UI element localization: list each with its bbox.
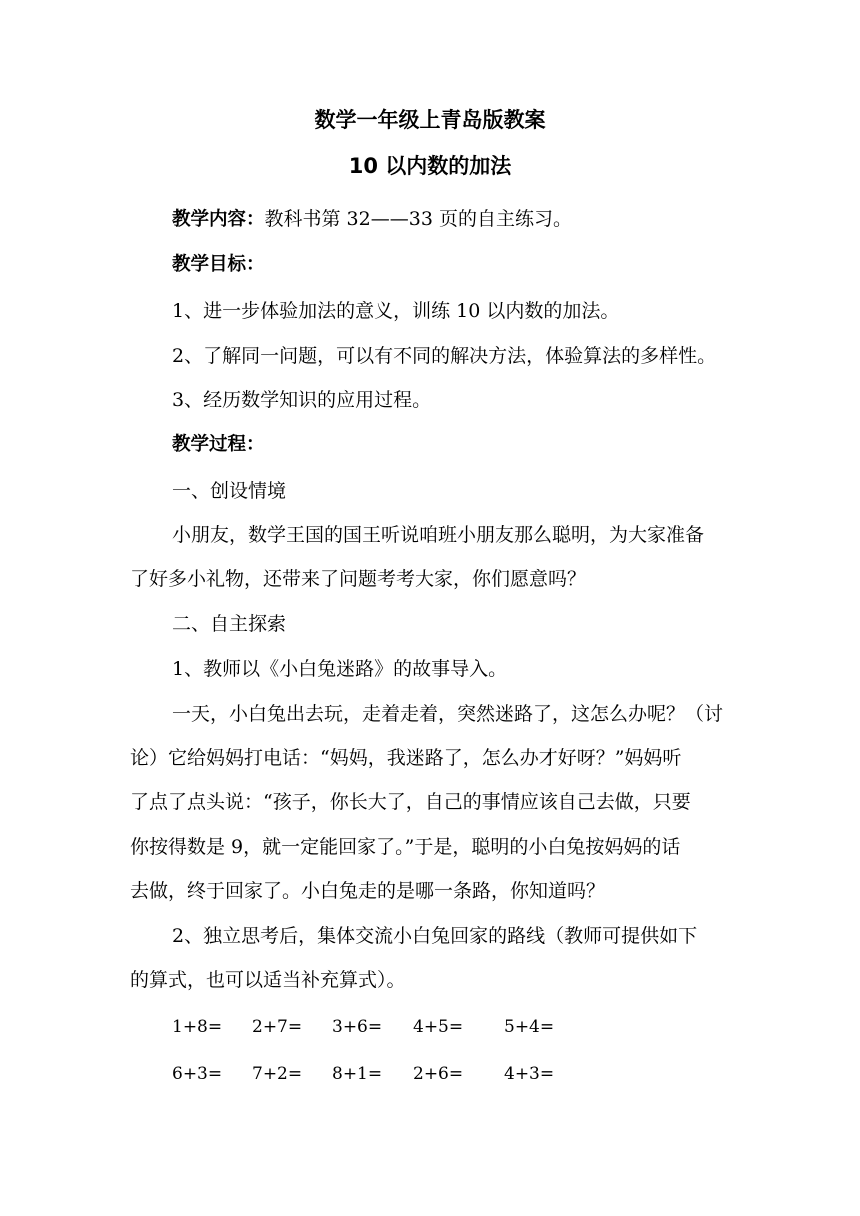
equation: 6+3= bbox=[172, 1064, 223, 1084]
paragraph-line: 一天，小白兔出去玩，走着走着，突然迷路了，这怎么办呢？（讨 bbox=[172, 703, 724, 725]
teaching-content bbox=[172, 205, 734, 234]
paragraph-line: 去做，终于回家了。小白兔走的是哪一条路，你知道吗？ bbox=[130, 880, 606, 902]
goal-item: 1、进一步体验加法的意义，训练 10 以内数的加法。 bbox=[172, 300, 620, 322]
equation: 1+8= bbox=[172, 1017, 223, 1037]
teaching-content-label: 教学内容： bbox=[172, 209, 265, 230]
equation: 5+4= bbox=[504, 1017, 555, 1037]
equation: 7+2= bbox=[252, 1064, 303, 1084]
goals-heading: 教学目标： bbox=[172, 254, 265, 275]
process-heading: 教学过程： bbox=[172, 434, 265, 455]
document-subtitle: 10 以内数的加法 bbox=[348, 154, 512, 178]
list-item: 1、教师以《小白兔迷路》的故事导入。 bbox=[172, 658, 508, 680]
paragraph-line: 你按得数是 9，就一定能回家了。”于是，聪明的小白兔按妈妈的话 bbox=[130, 836, 681, 858]
paragraph-line: 了点了点头说：“孩子，你长大了，自己的事情应该自己去做，只要 bbox=[130, 791, 691, 813]
teaching-content-text: 教科书第 32——33 页的自主练习。 bbox=[264, 208, 572, 230]
list-item: 2、独立思考后，集体交流小白兔回家的路线（教师可提供如下 bbox=[172, 925, 698, 947]
equation: 2+7= bbox=[252, 1017, 303, 1037]
goal-item: 2、了解同一问题，可以有不同的解决方法，体验算法的多样性。 bbox=[172, 345, 717, 367]
paragraph-line: 论）它给妈妈打电话：“妈妈，我迷路了，怎么办才好呀？”妈妈听 bbox=[130, 747, 682, 769]
equation: 4+5= bbox=[413, 1017, 464, 1037]
document-title: 数学一年级上青岛版教案 bbox=[314, 108, 546, 132]
section-heading: 二、自主探索 bbox=[172, 613, 287, 635]
equation: 3+6= bbox=[332, 1017, 383, 1037]
equation: 4+3= bbox=[504, 1064, 555, 1084]
goal-item: 3、经历数学知识的应用过程。 bbox=[172, 389, 432, 411]
paragraph-line: 的算式，也可以适当补充算式）。 bbox=[130, 969, 406, 991]
paragraph-line: 小朋友，数学王国的国王听说咱班小朋友那么聪明，为大家准备 bbox=[172, 524, 705, 546]
paragraph-line: 了好多小礼物，还带来了问题考考大家，你们愿意吗？ bbox=[130, 568, 587, 590]
section-heading: 一、创设情境 bbox=[172, 480, 287, 502]
equation: 8+1= bbox=[332, 1064, 383, 1084]
equation: 2+6= bbox=[413, 1064, 464, 1084]
